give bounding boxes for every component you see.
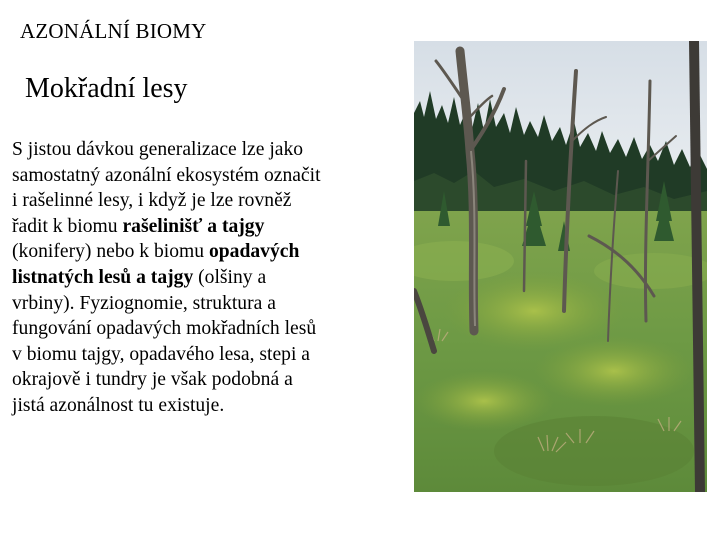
photo-illustration [414,41,707,492]
body-line: okrajově i tundry je však podobná a [12,369,293,391]
bold-term: rašelinišť a tajgy [122,215,265,237]
section-label: AZONÁLNÍ BIOMY [20,19,207,43]
body-line: (konifery) nebo k biomu opadavých [12,241,300,263]
body-line: fungování opadavých mokřadních lesů [12,318,317,340]
moss-patch [494,416,694,486]
body-line: řadit k biomu rašelinišť a tajgy [12,215,265,237]
bold-term: opadavých [208,241,300,263]
page-title: Mokřadní lesy [25,73,188,104]
body-paragraph [12,137,408,419]
bold-term: listnatých lesů a tajgy [12,266,194,288]
moss-patch [534,336,694,406]
swamp-forest-photo [414,41,707,492]
moss-patch [414,371,554,431]
body-line: v biomu tajgy, opadavého lesa, stepi a [12,343,311,365]
body-line: listnatých lesů a tajgy (olšiny a [12,266,267,288]
body-line: samostatný azonální ekosystém označit [12,164,321,186]
body-line: jistá azonálnost tu existuje. [12,394,225,416]
body-line: vrbiny). Fyziognomie, struktura a [12,292,276,314]
body-line: i rašelinné lesy, i když je lze rovněž [12,190,292,212]
body-line: S jistou dávkou generalizace lze jako [12,139,304,160]
